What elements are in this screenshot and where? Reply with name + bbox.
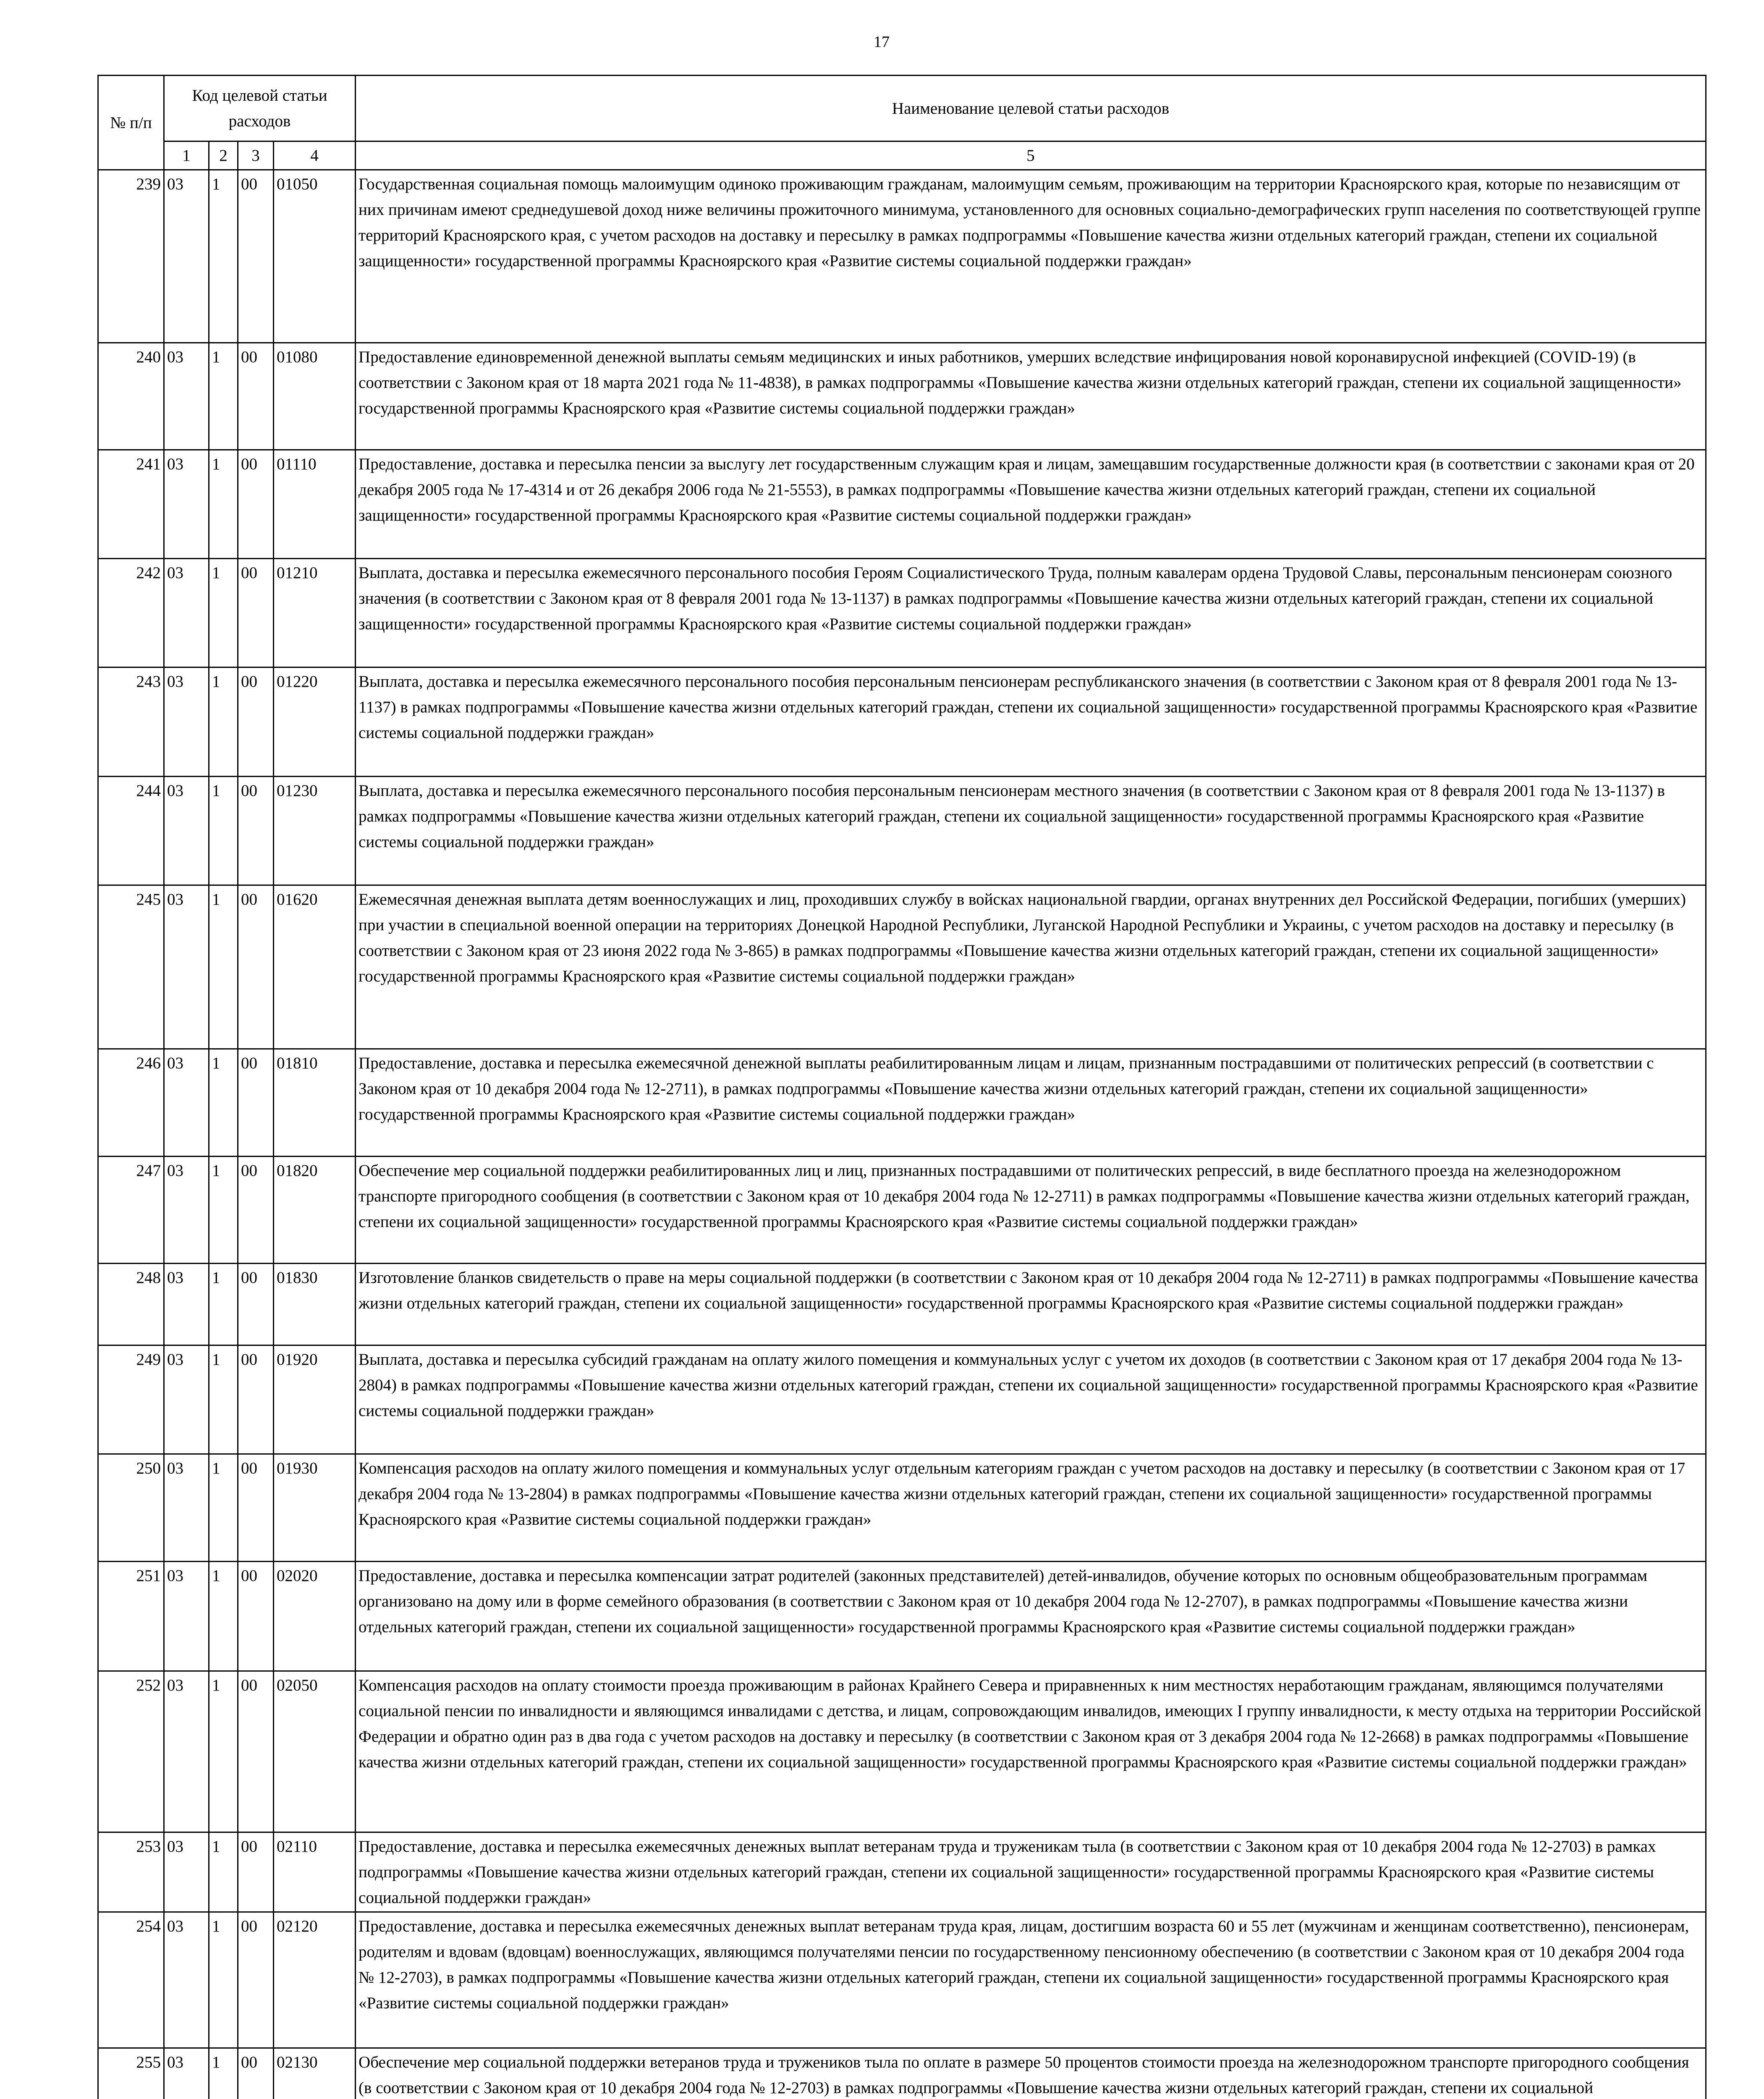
row-number: 252: [98, 1671, 164, 1832]
page-number: 17: [874, 33, 890, 51]
code-part-4: 01230: [274, 777, 356, 885]
table-subheader-row: [98, 141, 1706, 170]
row-number: 246: [98, 1049, 164, 1157]
code-part-2: 1: [209, 1671, 238, 1832]
code-part-2: 1: [209, 1345, 238, 1454]
row-number: 253: [98, 1832, 164, 1912]
code-part-2: 1: [209, 777, 238, 885]
code-part-1: 03: [164, 1049, 209, 1157]
code-part-4: 01080: [274, 343, 356, 450]
table-header-row: [98, 76, 1706, 141]
table-row: [98, 777, 1706, 885]
row-number: 244: [98, 777, 164, 885]
code-part-3: 00: [238, 667, 274, 777]
subheader-5: 5: [356, 141, 1706, 170]
code-part-1: 03: [164, 1454, 209, 1562]
code-part-3: 00: [238, 1454, 274, 1562]
item-name: Предоставление, доставка и пересылка компенсации затрат родителей (законных представителей) детей-инвалидов, обучение которых по основным общеобразовательным программам организовано на дому или в форме семейного образования (в соответствии с Законом края от 10 декабря 2004 года № 12-2707), в рамках подпрограммы «Повышение качества жизни отдельных категорий граждан, степени их социальной защищенности» государственной программы Красноярского края «Развитие системы социальной поддержки граждан»: [356, 1562, 1706, 1671]
item-name: Предоставление, доставка и пересылка пенсии за выслугу лет государственным служащим края и лицам, замещавшим государственные должности края (в соответствии с законами края от 20 декабря 2005 года № 17-4314 и от 26 декабря 2006 года № 21-5553), в рамках подпрограммы «Повышение качества жизни отдельных категорий граждан, степени их социальной защищенности» государственной программы Красноярского края «Развитие системы социальной поддержки граждан»: [356, 450, 1706, 559]
item-name: Выплата, доставка и пересылка субсидий гражданам на оплату жилого помещения и коммунальных услуг с учетом их доходов (в соответствии с Законом края от 17 декабря 2004 года № 13-2804) в рамках подпрограммы «Повышение качества жизни отдельных категорий граждан, степени их социальной защищенности» государственной программы Красноярского края «Развитие системы социальной поддержки граждан»: [356, 1345, 1706, 1454]
subheader-2: 2: [209, 141, 238, 170]
code-part-2: 1: [209, 667, 238, 777]
code-part-1: 03: [164, 1157, 209, 1264]
table-row: [98, 1671, 1706, 1832]
row-number: 239: [98, 170, 164, 343]
row-number: 254: [98, 1912, 164, 2048]
item-name: Предоставление, доставка и пересылка ежемесячных денежных выплат ветеранам труда края, лицам, достигшим возраста 60 и 55 лет (мужчинам и женщинам соответственно), пенсионерам, родителям и вдовам (вдовцам) военнослужащих, являющимся получателями пенсии по государственному пенсионному обеспечению (в соответствии с Законом края от 10 декабря 2004 года № 12-2703), в рамках подпрограммы «Повышение качества жизни отдельных категорий граждан, степени их социальной защищенности» государственной программы Красноярского края «Развитие системы социальной поддержки граждан»: [356, 1912, 1706, 2048]
code-part-2: 1: [209, 559, 238, 667]
code-part-2: 1: [209, 1454, 238, 1562]
code-part-2: 1: [209, 1049, 238, 1157]
code-part-2: 1: [209, 1832, 238, 1912]
header-name: Наименование целевой статьи расходов: [356, 76, 1706, 141]
code-part-1: 03: [164, 170, 209, 343]
code-part-3: 00: [238, 1912, 274, 2048]
row-number: 249: [98, 1345, 164, 1454]
code-part-4: 01220: [274, 667, 356, 777]
table-row: [98, 343, 1706, 450]
code-part-3: 00: [238, 1264, 274, 1345]
table-row: [98, 1157, 1706, 1264]
code-part-1: 03: [164, 885, 209, 1049]
table-row: [98, 1264, 1706, 1345]
table-row: [98, 559, 1706, 667]
row-number: 255: [98, 2048, 164, 2099]
code-part-4: 02120: [274, 1912, 356, 2048]
row-number: 247: [98, 1157, 164, 1264]
code-part-2: 1: [209, 2048, 238, 2099]
code-part-3: 00: [238, 343, 274, 450]
code-part-1: 03: [164, 1832, 209, 1912]
row-number: 243: [98, 667, 164, 777]
code-part-3: 00: [238, 1832, 274, 1912]
item-name: Компенсация расходов на оплату стоимости проезда проживающим в районах Крайнего Севера и приравненных к ним местностях неработающим гражданам, являющимся получателями социальной пенсии по инвалидности и являющимся инвалидами с детства, и лицам, сопровождающим инвалидов, имеющих I группу инвалидности, к месту отдыха на территории Российской Федерации и обратно один раз в два года с учетом расходов на доставку и пересылку (в соответствии с Законом края от 3 декабря 2004 года № 12-2668) в рамках подпрограммы «Повышение качества жизни отдельных категорий граждан, степени их социальной защищенности» государственной программы Красноярского края «Развитие системы социальной поддержки граждан»: [356, 1671, 1706, 1832]
table-row: [98, 1832, 1706, 1912]
item-name: Компенсация расходов на оплату жилого помещения и коммунальных услуг отдельным категориям граждан с учетом расходов на доставку и пересылку (в соответствии с Законом края от 17 декабря 2004 года № 13-2804) в рамках подпрограммы «Повышение качества жизни отдельных категорий граждан, степени их социальной защищенности» государственной программы Красноярского края «Развитие системы социальной поддержки граждан»: [356, 1454, 1706, 1562]
code-part-1: 03: [164, 2048, 209, 2099]
code-part-4: 01110: [274, 450, 356, 559]
item-name: Предоставление, доставка и пересылка ежемесячных денежных выплат ветеранам труда и труженикам тыла (в соответствии с Законом края от 10 декабря 2004 года № 12-2703) в рамках подпрограммы «Повышение качества жизни отдельных категорий граждан, степени их социальной защищенности» государственной программы Красноярского края «Развитие системы социальной поддержки граждан»: [356, 1832, 1706, 1912]
row-number: 248: [98, 1264, 164, 1345]
code-part-3: 00: [238, 1671, 274, 1832]
item-name: Изготовление бланков свидетельств о праве на меры социальной поддержки (в соответствии с Законом края от 10 декабря 2004 года № 12-2711) в рамках подпрограммы «Повышение качества жизни отдельных категорий граждан, степени их социальной защищенности» государственной программы Красноярского края «Развитие системы социальной поддержки граждан»: [356, 1264, 1706, 1345]
subheader-1: 1: [164, 141, 209, 170]
code-part-3: 00: [238, 885, 274, 1049]
code-part-1: 03: [164, 559, 209, 667]
table-row: [98, 1049, 1706, 1157]
code-part-1: 03: [164, 1345, 209, 1454]
code-part-3: 00: [238, 1049, 274, 1157]
code-part-3: 00: [238, 2048, 274, 2099]
table-row: [98, 1454, 1706, 1562]
item-name: Обеспечение мер социальной поддержки ветеранов труда и тружеников тыла по оплате в размере 50 процентов стоимости проезда на железнодорожном транспорте пригородного сообщения (в соответствии с Законом края от 10 декабря 2004 года № 12-2703) в рамках подпрограммы «Повышение качества жизни отдельных категорий граждан, степени их социальной: [356, 2048, 1706, 2099]
code-part-3: 00: [238, 450, 274, 559]
table-row: [98, 667, 1706, 777]
code-part-4: 02020: [274, 1562, 356, 1671]
item-name: Государственная социальная помощь малоимущим одиноко проживающим гражданам, малоимущим семьям, проживающим на территории Красноярского края, которые по независящим от них причинам имеют среднедушевой доход ниже величины прожиточного минимума, установленного для основных социально-демографических групп населения по соответствующей группе территорий Красноярского края, с учетом расходов на доставку и пересылку в рамках подпрограммы «Повышение качества жизни отдельных категорий граждан, степени их социальной защищенности» государственной программы Красноярского края «Развитие системы социальной поддержки граждан»: [356, 170, 1706, 343]
row-number: 245: [98, 885, 164, 1049]
subheader-4: 4: [274, 141, 356, 170]
code-part-4: 01920: [274, 1345, 356, 1454]
code-part-4: 02110: [274, 1832, 356, 1912]
item-name: Выплата, доставка и пересылка ежемесячного персонального пособия персональным пенсионерам республиканского значения (в соответствии с Законом края от 8 февраля 2001 года № 13-1137) в рамках подпрограммы «Повышение качества жизни отдельных категорий граждан, степени их социальной защищенности» государственной программы Красноярского края «Развитие системы социальной поддержки граждан»: [356, 667, 1706, 777]
code-part-3: 00: [238, 170, 274, 343]
header-num: № п/п: [98, 76, 164, 170]
table-row: [98, 2048, 1706, 2099]
code-part-4: 02130: [274, 2048, 356, 2099]
code-part-1: 03: [164, 343, 209, 450]
table-row: [98, 170, 1706, 343]
code-part-3: 00: [238, 777, 274, 885]
table-body: [98, 170, 1706, 2099]
item-name: Выплата, доставка и пересылка ежемесячного персонального пособия персональным пенсионерам местного значения (в соответствии с Законом края от 8 февраля 2001 года № 13-1137) в рамках подпрограммы «Повышение качества жизни отдельных категорий граждан, степени их социальной защищенности» государственной программы Красноярского края «Развитие системы социальной поддержки граждан»: [356, 777, 1706, 885]
code-part-2: 1: [209, 885, 238, 1049]
code-part-4: 01810: [274, 1049, 356, 1157]
code-part-3: 00: [238, 559, 274, 667]
row-number: 240: [98, 343, 164, 450]
table-row: [98, 1562, 1706, 1671]
code-part-4: 01930: [274, 1454, 356, 1562]
row-number: 250: [98, 1454, 164, 1562]
code-part-2: 1: [209, 1562, 238, 1671]
table-row: [98, 450, 1706, 559]
header-code: Код целевой статьи расходов: [164, 76, 356, 141]
item-name: Выплата, доставка и пересылка ежемесячного персонального пособия Героям Социалистического Труда, полным кавалерам ордена Трудовой Славы, персональным пенсионерам союзного значения (в соответствии с Законом края от 8 февраля 2001 года № 13-1137) в рамках подпрограммы «Повышение качества жизни отдельных категорий граждан, степени их социальной защищенности» государственной программы Красноярского края «Развитие системы социальной поддержки граждан»: [356, 559, 1706, 667]
item-name: Обеспечение мер социальной поддержки реабилитированных лиц и лиц, признанных пострадавшими от политических репрессий, в виде бесплатного проезда на железнодорожном транспорте пригородного сообщения (в соответствии с Законом края от 10 декабря 2004 года № 12-2711) в рамках подпрограммы «Повышение качества жизни отдельных категорий граждан, степени их социальной защищенности» государственной программы Красноярского края «Развитие системы социальной поддержки граждан»: [356, 1157, 1706, 1264]
code-part-4: 01210: [274, 559, 356, 667]
code-part-4: 01830: [274, 1264, 356, 1345]
budget-items-table: [97, 75, 1706, 2099]
code-part-3: 00: [238, 1157, 274, 1264]
code-part-4: 02050: [274, 1671, 356, 1832]
code-part-2: 1: [209, 170, 238, 343]
code-part-4: 01820: [274, 1157, 356, 1264]
code-part-1: 03: [164, 667, 209, 777]
code-part-1: 03: [164, 450, 209, 559]
code-part-2: 1: [209, 1912, 238, 2048]
code-part-1: 03: [164, 1264, 209, 1345]
code-part-3: 00: [238, 1562, 274, 1671]
code-part-2: 1: [209, 1157, 238, 1264]
table-row: [98, 1345, 1706, 1454]
row-number: 242: [98, 559, 164, 667]
code-part-4: 01050: [274, 170, 356, 343]
item-name: Предоставление единовременной денежной выплаты семьям медицинских и иных работников, умерших вследствие инфицирования новой коронавирусной инфекцией (COVID-19) (в соответствии с Законом края от 18 марта 2021 года № 11-4838), в рамках подпрограммы «Повышение качества жизни отдельных категорий граждан, степени их социальной защищенности» государственной программы Красноярского края «Развитие системы социальной поддержки граждан»: [356, 343, 1706, 450]
item-name: Ежемесячная денежная выплата детям военнослужащих и лиц, проходивших службу в войсках национальной гвардии, органах внутренних дел Российской Федерации, погибших (умерших) при участии в специальной военной операции на территориях Донецкой Народной Республики, Луганской Народной Республики и Украины, с учетом расходов на доставку и пересылку (в соответствии с Законом края от 23 июня 2022 года № 3-865) в рамках подпрограммы «Повышение качества жизни отдельных категорий граждан, степени их социальной защищенности» государственной программы Красноярского края «Развитие системы социальной поддержки граждан»: [356, 885, 1706, 1049]
code-part-1: 03: [164, 1912, 209, 2048]
code-part-4: 01620: [274, 885, 356, 1049]
subheader-3: 3: [238, 141, 274, 170]
table-row: [98, 885, 1706, 1049]
code-part-2: 1: [209, 450, 238, 559]
code-part-1: 03: [164, 1671, 209, 1832]
code-part-3: 00: [238, 1345, 274, 1454]
table-row: [98, 1912, 1706, 2048]
code-part-1: 03: [164, 1562, 209, 1671]
code-part-2: 1: [209, 1264, 238, 1345]
code-part-1: 03: [164, 777, 209, 885]
item-name: Предоставление, доставка и пересылка ежемесячной денежной выплаты реабилитированным лицам и лицам, признанным пострадавшими от политических репрессий (в соответствии с Законом края от 10 декабря 2004 года № 12-2711), в рамках подпрограммы «Повышение качества жизни отдельных категорий граждан, степени их социальной защищенности» государственной программы Красноярского края «Развитие системы социальной поддержки граждан»: [356, 1049, 1706, 1157]
code-part-2: 1: [209, 343, 238, 450]
row-number: 251: [98, 1562, 164, 1671]
row-number: 241: [98, 450, 164, 559]
